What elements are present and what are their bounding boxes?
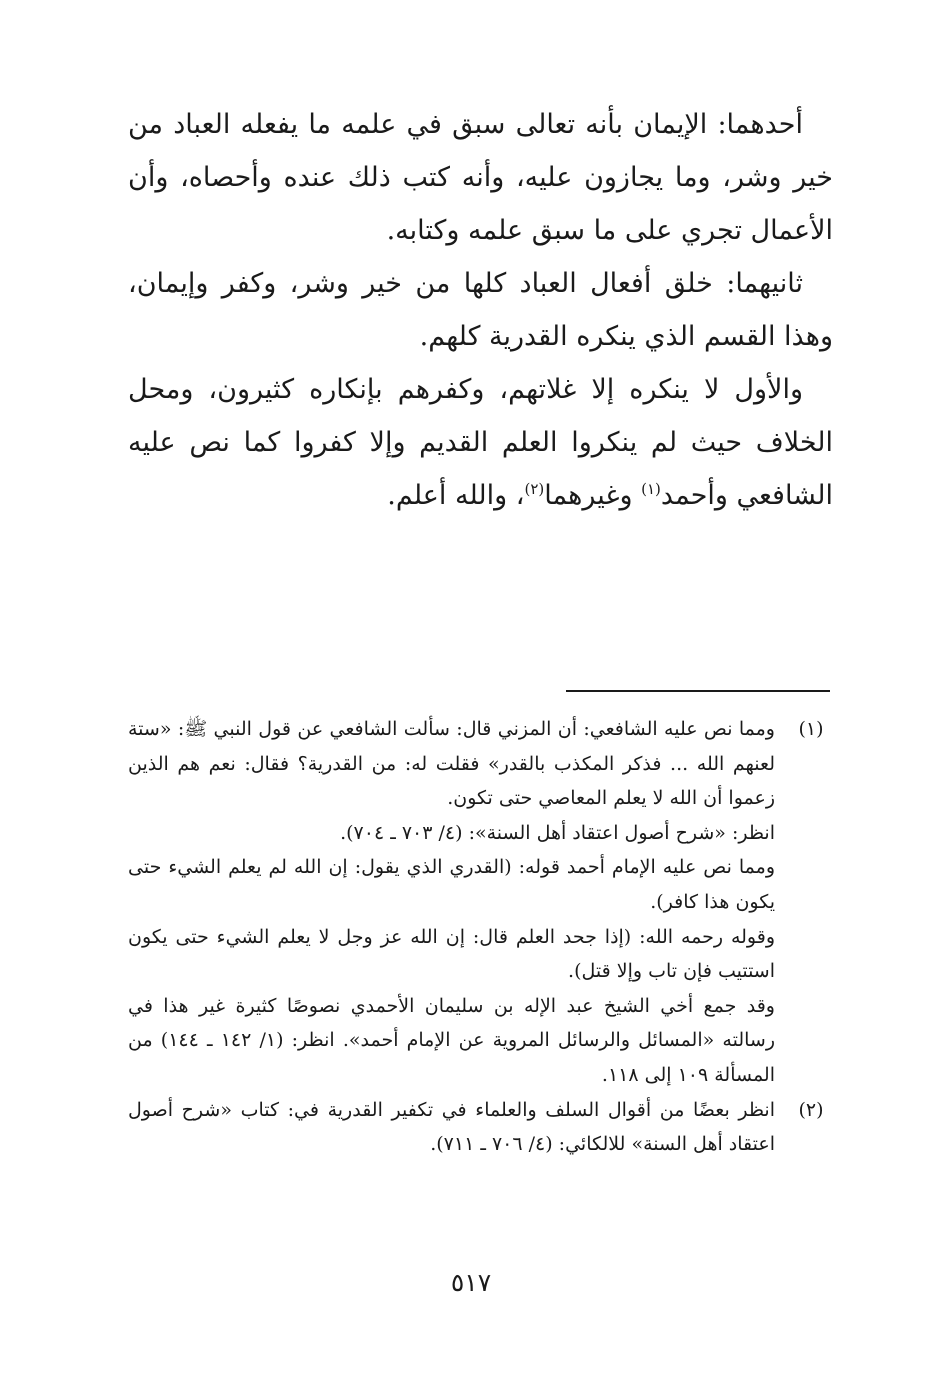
footnote-ref-1[interactable]: (١) [641, 480, 661, 498]
paragraph-closing [387, 480, 728, 511]
footnote-line: انظر بعضًا من أقوال السلف والعلماء في تكفير القدرية في: كتاب «شرح أصول اعتقاد أهل السنة» للالكائي: (٤/ ٧٠٦ ـ ٧١١). [128, 1098, 775, 1156]
footnote-line: وقوله رحمه الله: (إذا جحد العلم قال: إن الله عز وجل لا يعلم الشيء حتى يكون استتيب فإن تاب وإلا قتل). [128, 925, 775, 983]
closing-text-ahmad: وأحمد [660, 480, 728, 511]
page-number: ٥١٧ [450, 1268, 492, 1297]
main-text [128, 98, 833, 522]
paragraph-first-category: أحدهما: الإيمان بأنه تعالى سبق في علمه ما يفعله العباد من خير وشر، وما يجازون عليه، وأنه كتب ذلك عنده وأحصاه، وأن الأعمال تجري على ما سبق علمه وكتابه. [128, 109, 833, 246]
footnote-line: ومما نص عليه الإمام أحمد قوله: (القدري الذي يقول: إن الله لم يعلم الشيء حتى يكون هذا كافر). [128, 856, 775, 913]
closing-text-end: ، والله أعلم. [387, 480, 525, 511]
paragraph-ruling [128, 363, 833, 522]
footnotes [128, 712, 833, 1162]
footnote-number: (١) [798, 718, 824, 740]
footnote-number: (٢) [798, 1098, 824, 1121]
footnote-1 [128, 712, 833, 1093]
footnote-2 [128, 1093, 833, 1162]
closing-text-others: وغيرهما [544, 480, 642, 511]
paragraph-ruling-text: والأول لا ينكره إلا غلاتهم، وكفرهم بإنكاره كثيرون، ومحل الخلاف حيث لم ينكروا العلم القديم وإلا كفروا كما نص عليه الشافعي [128, 374, 833, 511]
footnote-separator [566, 690, 830, 692]
footnote-ref-2[interactable]: (٢) [524, 480, 545, 498]
footnote-line: وقد جمع أخي الشيخ عبد الإله بن سليمان الأحمدي نصوصًا كثيرة غير هذا في رسالته «المسائل والرسائل المروية عن الإمام أحمد». انظر: (١/ ١٤٢ ـ ١٤٤) من المسألة ١٠٩ إلى ١١٨. [128, 994, 775, 1086]
footnote-line: ومما نص عليه الشافعي: أن المزني قال: سألت الشافعي عن قول النبي ﷺ: «ستة لعنهم الله ... فذكر المكذب بالقدر» فقلت له: من القدرية؟ فقال: نعم هم الذين زعموا أن الله لا يعلم المعاصي حتى تكون. [128, 718, 775, 810]
paragraph-second-category: ثانيهما: خلق أفعال العباد كلها من خير وشر، وكفر وإيمان، وهذا القسم الذي ينكره القدرية كلهم. [128, 268, 833, 352]
footnote-line: انظر: «شرح أصول اعتقاد أهل السنة»: (٤/ ٧٠٣ ـ ٧٠٤). [340, 821, 775, 844]
